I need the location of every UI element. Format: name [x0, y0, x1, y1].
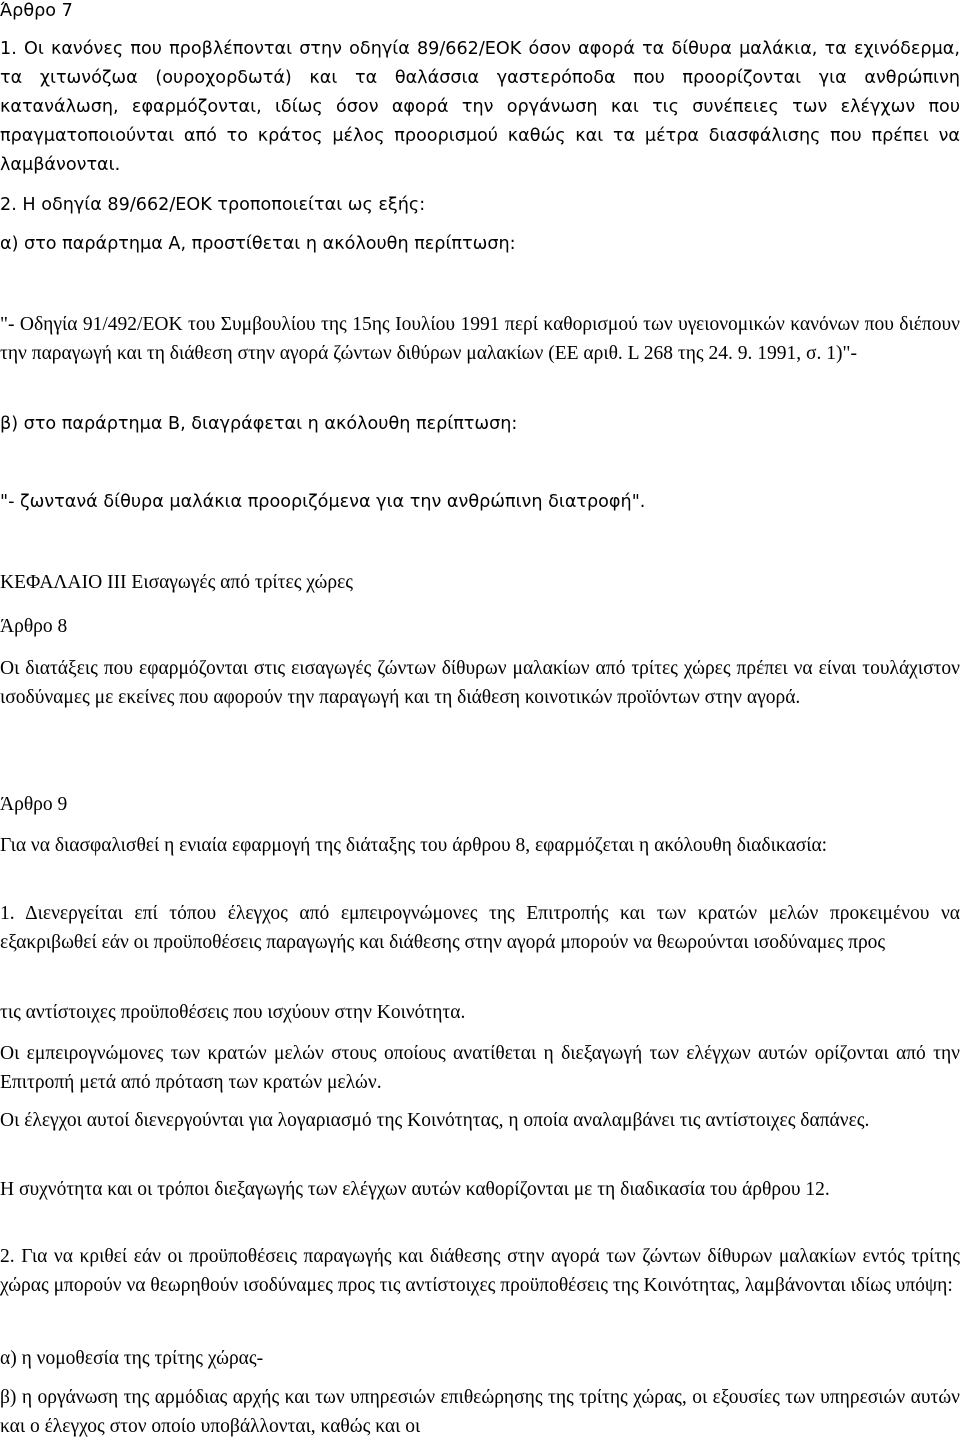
- article-8-text: Οι διατάξεις που εφαρμόζονται στις εισαγωγές ζώντων δίθυρων μαλακίων από τρίτες χώρες πρέπει να είναι τουλάχιστον ισοδύναμες με εκείνες που αφορούν την παραγωγή και τη διάθεση κοινοτικών προϊόντων στην αγορά.: [0, 658, 960, 708]
- article-8-heading: Άρθρο 8: [0, 616, 68, 637]
- article-7-paragraph-1: 1. Οι κανόνες που προβλέπονται στην οδηγία 89/662/ΕΟΚ όσον αφορά τα δίθυρα μαλάκια, τα εχινόδερμα, τα χιτωνόζωα (ουροχορδωτά) και τα θαλάσσια γαστερόποδα που προορίζονται για ανθρώπινη κατανάλωση, εφαρμόζονται, ιδίως όσον αφορά την οργάνωση και τις συνέπειες των ελέγχων που πραγματοποιούνται από το κράτος μέλος προορισμού καθώς και τα μέτρα διασφάλισης που πρέπει να λαμβάνονται.: [0, 39, 960, 175]
- annex-a-quoted-entry: "- Οδηγία 91/492/ΕΟΚ του Συμβουλίου της 15ης Ιουλίου 1991 περί καθορισμού των υγειονομικών κανόνων που διέπουν την παραγωγή και τη διάθεση στην αγορά ζώντων διθύρων μαλακίων (ΕΕ αριθ. L 268 της 24. 9. 1991, σ. 1)"-: [0, 314, 960, 364]
- article-9-intro: Για να διασφαλισθεί η ενιαία εφαρμογή της διάταξης του άρθρου 8, εφαρμόζεται η ακόλουθη διαδικασία:: [0, 835, 828, 856]
- annex-a-amendment: α) στο παράρτημα Α, προστίθεται η ακόλουθη περίπτωση:: [0, 234, 516, 254]
- article-9-item-b: β) η οργάνωση της αρμόδιας αρχής και των υπηρεσιών επιθεώρησης της τρίτης χώρας, οι εξουσίες των υπηρεσιών αυτών και ο έλεγχος στον οποίο υποβάλλονται, καθώς και οι: [0, 1387, 960, 1437]
- annex-b-amendment: β) στο παράρτημα Β, διαγράφεται η ακόλουθη περίπτωση:: [0, 414, 518, 434]
- article-9-frequency-paragraph: Η συχνότητα και οι τρόποι διεξαγωγής των ελέγχων αυτών καθορίζονται με τη διαδικασία του άρθρου 12.: [0, 1179, 830, 1200]
- article-9-paragraph-1-continued: τις αντίστοιχες προϋποθέσεις που ισχύουν στην Κοινότητα.: [0, 1002, 466, 1023]
- article-7-heading: Άρθρο 7: [0, 1, 73, 21]
- chapter-3-heading: ΚΕΦΑΛΑΙΟ III Εισαγωγές από τρίτες χώρες: [0, 572, 353, 593]
- article-9-paragraph-2: 2. Για να κριθεί εάν οι προϋποθέσεις παραγωγής και διάθεσης στην αγορά των ζώντων δίθυρων μαλακίων εντός τρίτης χώρας μπορούν να θεωρηθούν ισοδύναμες προς τις αντίστοιχες προϋποθέσεις της Κοινότητας, λαμβάνονται ιδίως υπόψη:: [0, 1246, 960, 1296]
- article-9-paragraph-1: 1. Διενεργείται επί τόπου έλεγχος από εμπειρογνώμονες της Επιτροπής και των κρατών μελών προκειμένου να εξακριβωθεί εάν οι προϋποθέσεις παραγωγής και διάθεσης στην αγορά μπορούν να θεωρούνται ισοδύναμες προς: [0, 903, 960, 953]
- annex-b-quoted-entry: "- ζωντανά δίθυρα μαλάκια προοριζόμενα για την ανθρώπινη διατροφή".: [0, 492, 646, 512]
- article-9-costs-paragraph: Οι έλεγχοι αυτοί διενεργούνται για λογαριασμό της Κοινότητας, η οποία αναλαμβάνει τις αντίστοιχες δαπάνες.: [0, 1110, 870, 1131]
- article-9-heading: Άρθρο 9: [0, 794, 68, 815]
- article-7-paragraph-2: 2. Η οδηγία 89/662/ΕΟΚ τροποποιείται ως εξής:: [0, 195, 426, 215]
- article-9-item-a: α) η νομοθεσία της τρίτης χώρας-: [0, 1348, 264, 1369]
- article-9-experts-paragraph: Οι εμπειρογνώμονες των κρατών μελών στους οποίους ανατίθεται η διεξαγωγή των ελέγχων αυτών ορίζονται από την Επιτροπή μετά από πρόταση των κρατών μελών.: [0, 1043, 960, 1093]
